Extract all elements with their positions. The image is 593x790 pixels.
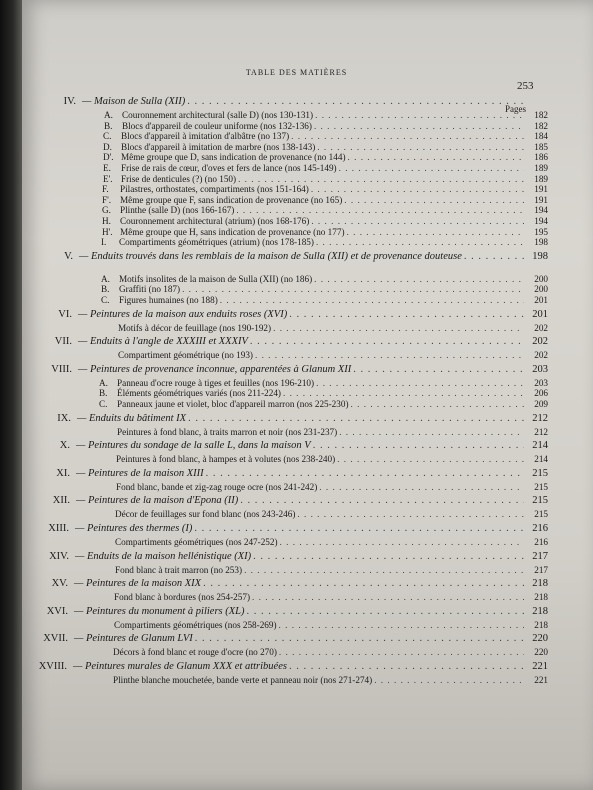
toc-section bbox=[36, 440, 548, 452]
entry-page: 221 bbox=[532, 661, 548, 672]
entry-page: 184 bbox=[534, 131, 548, 142]
entry-number: IX. bbox=[57, 412, 71, 424]
entry-number: C. bbox=[101, 295, 110, 305]
entry-page: 220 bbox=[534, 647, 548, 658]
entry-title: Éléments géométriques variés (nos 211-224) bbox=[117, 388, 281, 399]
toc-section bbox=[34, 606, 548, 618]
toc-section bbox=[34, 578, 548, 590]
entry-page: 218 bbox=[532, 605, 548, 617]
entry-title: Frise de denticules (?) (no 150) bbox=[121, 173, 237, 184]
entry-page: 216 bbox=[532, 523, 548, 534]
leader-dots bbox=[203, 578, 524, 590]
entry-page: 202 bbox=[532, 336, 548, 348]
entry-title: Plinthe (salle D) (nos 166-167) bbox=[120, 205, 235, 216]
leader-dots bbox=[289, 309, 524, 321]
toc-entry bbox=[113, 674, 548, 686]
entry-page: 206 bbox=[534, 388, 548, 399]
leader-dots bbox=[353, 364, 524, 376]
entry-number: H. bbox=[102, 216, 111, 226]
entry-title: Couronnement architectural (salle D) (nos 130-131) bbox=[122, 110, 314, 120]
leader-dots bbox=[339, 426, 524, 438]
leader-dots bbox=[247, 606, 524, 618]
entry-number: D. bbox=[103, 141, 112, 152]
toc-section bbox=[38, 336, 548, 348]
toc-section bbox=[39, 251, 548, 263]
leader-dots bbox=[464, 251, 524, 263]
entry-number: XVII. bbox=[43, 633, 68, 645]
entry-page: 214 bbox=[532, 440, 548, 452]
table-of-contents bbox=[0, 96, 593, 776]
entry-title: Blocs d'appareil à imitation de marbre (nos 138-143) bbox=[121, 141, 316, 152]
running-header: TABLE DES MATIÈRES bbox=[245, 68, 348, 77]
entry-number: C. bbox=[99, 399, 108, 409]
entry-page: 201 bbox=[534, 295, 548, 305]
entry-number: IV. bbox=[63, 96, 76, 107]
entry-title: — Peintures de Glanum LVI bbox=[74, 633, 193, 645]
entry-title: — Enduits trouvés dans les remblais de la maison de Sulla (XII) et de provenance douteuse bbox=[79, 250, 462, 262]
entry-number: D'. bbox=[103, 152, 114, 163]
entry-title: Fond blanc, bande et zig-zag rouge ocre (nos 241-242) bbox=[116, 481, 318, 492]
entry-number: C. bbox=[103, 131, 112, 142]
toc-entry bbox=[117, 426, 548, 438]
leader-dots bbox=[316, 236, 524, 248]
entry-page: 212 bbox=[534, 426, 548, 437]
entry-title: — Enduits à l'angle de XXXIII et XXXIV bbox=[78, 336, 248, 348]
leader-dots bbox=[188, 413, 524, 425]
entry-number: XIII. bbox=[48, 523, 69, 534]
leader-dots bbox=[255, 349, 524, 361]
entry-title: Compartiments géométriques (nos 258-269) bbox=[114, 619, 277, 630]
entry-number: A. bbox=[104, 110, 113, 120]
entry-title: Plinthe blanche mouchetée, bande verte et panneau noir (nos 271-274) bbox=[113, 675, 373, 685]
entry-number: B. bbox=[101, 284, 110, 295]
entry-page: 198 bbox=[534, 237, 548, 248]
entry-page: 221 bbox=[534, 675, 548, 685]
pages-column-heading: Pages bbox=[505, 104, 526, 114]
entry-number: XVIII. bbox=[38, 661, 67, 672]
leader-dots bbox=[279, 619, 524, 631]
entry-page: 201 bbox=[532, 308, 548, 320]
entry-title: Compartiment géométrique (no 193) bbox=[118, 350, 253, 361]
entry-page: 191 bbox=[534, 184, 548, 195]
entry-title: — Peintures du sondage de la salle L, dans la maison V bbox=[76, 440, 311, 452]
toc-entry bbox=[116, 453, 548, 465]
entry-title: Motifs insolites de la maison de Sulla (XII) (no 186) bbox=[119, 273, 313, 284]
toc-entry bbox=[116, 481, 548, 493]
entry-title: Motifs à décor de feuillage (nos 190-192) bbox=[118, 322, 272, 333]
toc-entry bbox=[118, 322, 548, 334]
entry-title: — Maison de Sulla (XII) bbox=[82, 96, 186, 107]
entry-title: Panneaux jaune et violet, bloc d'appareil marron (nos 225-230) bbox=[117, 399, 349, 409]
entry-page: 194 bbox=[534, 216, 548, 226]
entry-number: F. bbox=[102, 184, 109, 195]
leader-dots bbox=[280, 536, 524, 548]
entry-title: — Peintures du monument à piliers (XL) bbox=[74, 605, 245, 617]
toc-entry bbox=[101, 294, 548, 306]
entry-title: Même groupe que H, sans indication de provenance (no 177) bbox=[120, 226, 345, 237]
entry-page: 218 bbox=[534, 592, 548, 603]
entry-page: 215 bbox=[534, 509, 548, 520]
entry-page: 215 bbox=[532, 495, 548, 507]
entry-page: 203 bbox=[532, 363, 548, 375]
entry-page: 191 bbox=[534, 194, 548, 205]
entry-title: Blocs d'appareil à imitation d'albâtre (no 137) bbox=[121, 131, 290, 142]
entry-title: Pilastres, orthostates, compartiments (nos 151-164) bbox=[120, 184, 309, 195]
leader-dots bbox=[194, 523, 524, 535]
entry-page: 186 bbox=[534, 152, 548, 163]
entry-page: 200 bbox=[534, 284, 548, 295]
entry-number: XII. bbox=[52, 495, 70, 507]
entry-title: Figures humaines (no 188) bbox=[119, 295, 218, 305]
toc-section bbox=[35, 523, 548, 535]
page-number: 253 bbox=[517, 80, 534, 92]
leader-dots bbox=[240, 495, 524, 507]
entry-title: — Peintures de la maison aux enduits roses (XVI) bbox=[78, 308, 288, 320]
leader-dots bbox=[244, 564, 524, 576]
entry-title: — Enduits de la maison hellénistique (XI) bbox=[75, 550, 252, 562]
toc-entry bbox=[115, 508, 548, 520]
entry-page: 217 bbox=[534, 564, 548, 575]
entry-title: Peintures à fond blanc, à hampes et à volutes (nos 238-240) bbox=[116, 454, 336, 465]
leader-dots bbox=[206, 468, 524, 480]
entry-number: X. bbox=[59, 440, 70, 452]
toc-section bbox=[34, 633, 548, 645]
entry-title: Blocs d'appareil de couleur uniforme (nos 132-136) bbox=[122, 120, 312, 131]
entry-title: Décor de feuillages sur fond blanc (nos 243-246) bbox=[115, 509, 296, 520]
toc-section bbox=[33, 661, 548, 673]
leader-dots bbox=[297, 508, 524, 520]
leader-dots bbox=[253, 551, 524, 563]
entry-title: Décors à fond blanc et rouge d'ocre (no 270) bbox=[113, 647, 277, 658]
entry-number: A. bbox=[99, 377, 108, 388]
entry-page: 202 bbox=[534, 322, 548, 333]
entry-page: 220 bbox=[532, 633, 548, 645]
entry-page: 217 bbox=[532, 550, 548, 562]
leader-dots bbox=[250, 336, 524, 348]
entry-page: 189 bbox=[534, 163, 548, 173]
leader-dots bbox=[337, 453, 524, 465]
entry-title: — Peintures murales de Glanum XXX et attribuées bbox=[73, 661, 287, 672]
leader-dots bbox=[374, 674, 524, 686]
entry-title: — Peintures de provenance inconnue, apparentées à Glanum XII bbox=[78, 363, 352, 375]
entry-page: 215 bbox=[534, 481, 548, 492]
toc-entry bbox=[113, 646, 548, 658]
entry-page: 216 bbox=[534, 537, 548, 547]
entry-title: Fond blanc à trait marron (no 253) bbox=[115, 564, 243, 575]
toc-section bbox=[42, 96, 548, 108]
leader-dots bbox=[313, 440, 524, 452]
toc-section bbox=[38, 364, 548, 376]
entry-page: 218 bbox=[532, 578, 548, 590]
entry-title: — Peintures des thermes (I) bbox=[75, 523, 193, 534]
entry-number: I. bbox=[101, 237, 107, 248]
toc-entry bbox=[118, 349, 548, 361]
toc-section bbox=[36, 468, 548, 480]
entry-page: 212 bbox=[532, 412, 548, 424]
toc-entry bbox=[114, 619, 548, 631]
entry-number: VIII. bbox=[51, 363, 72, 375]
entry-page: 209 bbox=[534, 399, 548, 409]
leader-dots bbox=[273, 322, 524, 334]
leader-dots bbox=[319, 481, 524, 493]
toc-entry bbox=[114, 591, 548, 603]
entry-title: Compartiments géométriques (atrium) (nos 178-185) bbox=[119, 237, 314, 248]
leader-dots bbox=[195, 633, 524, 645]
entry-title: Frise de rais de cœur, d'oves et fers de lance (nos 145-149) bbox=[121, 163, 337, 173]
entry-number: XVI. bbox=[46, 605, 68, 617]
entry-page: 218 bbox=[534, 619, 548, 630]
entry-title: Panneau d'ocre rouge à tiges et feuilles (nos 196-210) bbox=[117, 377, 315, 388]
entry-number: B. bbox=[99, 388, 108, 399]
toc-section bbox=[36, 495, 548, 507]
entry-title: Compartiments géométriques (nos 247-252) bbox=[115, 537, 278, 547]
entry-number: H'. bbox=[102, 226, 113, 237]
entry-number: XV. bbox=[51, 578, 68, 590]
entry-title: — Enduits du bâtiment IX bbox=[77, 412, 187, 424]
entry-number: G. bbox=[102, 205, 111, 216]
entry-page: 189 bbox=[534, 173, 548, 184]
entry-page: 200 bbox=[534, 273, 548, 284]
entry-title: Même groupe que D, sans indication de provenance (no 144) bbox=[121, 152, 346, 163]
leader-dots bbox=[279, 646, 524, 658]
toc-section bbox=[35, 551, 548, 563]
entry-title: Peintures à fond blanc, à traits marron et noir (nos 231-237) bbox=[117, 426, 338, 437]
entry-title: — Peintures de la maison XIII bbox=[76, 467, 204, 479]
entry-number: E. bbox=[103, 163, 111, 173]
toc-entry bbox=[115, 564, 548, 576]
entry-title: — Peintures de la maison XIX bbox=[74, 578, 202, 590]
toc-section bbox=[37, 413, 548, 425]
leader-dots bbox=[252, 591, 524, 603]
entry-page: 198 bbox=[532, 250, 548, 262]
entry-title: Fond blanc à bordures (nos 254-257) bbox=[114, 592, 251, 603]
entry-page: 182 bbox=[534, 120, 548, 131]
entry-title: — Peintures de la maison d'Epona (II) bbox=[76, 495, 239, 507]
toc-entry bbox=[115, 536, 548, 548]
entry-number: V. bbox=[64, 250, 73, 262]
entry-number: F'. bbox=[102, 194, 112, 205]
entry-number: E'. bbox=[103, 173, 113, 184]
entry-page: 185 bbox=[534, 141, 548, 152]
entry-page: 195 bbox=[534, 226, 548, 237]
entry-number: B. bbox=[104, 120, 113, 131]
toc-entry bbox=[99, 398, 548, 410]
entry-page: 203 bbox=[534, 377, 548, 388]
entry-number: XI. bbox=[56, 467, 70, 479]
entry-title: Même groupe que F, sans indication de provenance (no 165) bbox=[120, 194, 343, 205]
leader-dots bbox=[351, 398, 524, 410]
entry-page: 214 bbox=[534, 454, 548, 465]
entry-title: Graffiti (no 187) bbox=[119, 284, 181, 295]
toc-entry bbox=[101, 236, 548, 248]
entry-page: 202 bbox=[534, 350, 548, 361]
leader-dots bbox=[187, 96, 524, 108]
entry-number: VI. bbox=[58, 308, 72, 320]
entry-number: XIV. bbox=[49, 550, 69, 562]
entry-number: A. bbox=[101, 273, 110, 284]
entry-page: 215 bbox=[532, 467, 548, 479]
entry-title: Couronnement architectural (atrium) (nos 168-176) bbox=[120, 216, 310, 226]
leader-dots bbox=[220, 294, 524, 306]
entry-page: 182 bbox=[534, 110, 548, 120]
toc-section bbox=[38, 309, 548, 321]
entry-page: 194 bbox=[534, 205, 548, 216]
leader-dots bbox=[289, 661, 524, 673]
entry-number: VII. bbox=[54, 336, 72, 348]
